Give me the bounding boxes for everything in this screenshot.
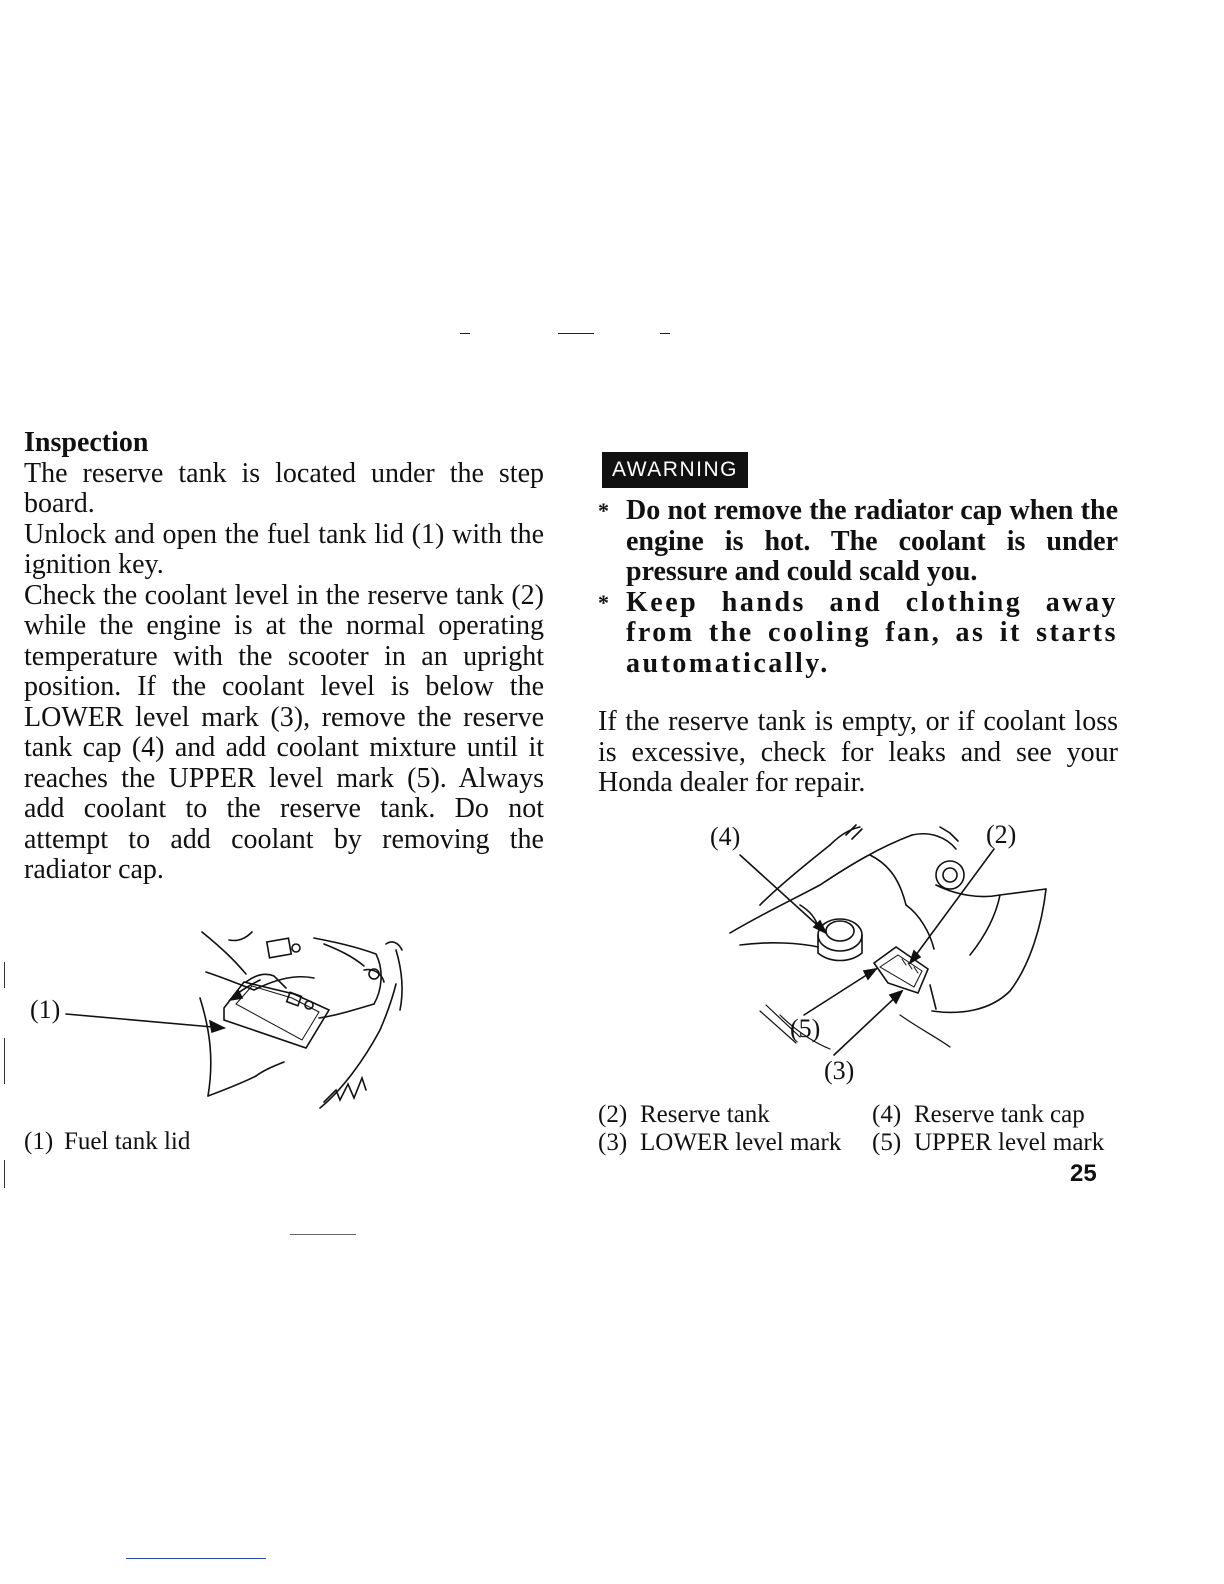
figure-callout-4: (4) xyxy=(710,822,741,851)
figure-1-caption-text: Fuel tank lid xyxy=(64,1128,191,1155)
warning-item-cooling-fan xyxy=(598,588,1118,680)
warning-badge: AWARNING xyxy=(602,452,748,488)
left-column xyxy=(24,428,544,886)
warning-list xyxy=(598,496,1118,679)
reserve-tank-figure xyxy=(700,815,1070,1095)
scan-mark xyxy=(558,333,594,334)
paragraph-reserve-empty: If the reserve tank is empty, or if coolant loss is excessive, check for leaks and see your Honda dealer for repair. xyxy=(598,706,1118,798)
scan-mark xyxy=(460,333,470,334)
fuel-tank-lid-figure xyxy=(24,920,424,1120)
figure-1-caption-num: (1) xyxy=(24,1128,54,1155)
paragraph-unlock: Unlock and open the fuel tank lid (1) with the ignition key. xyxy=(24,518,544,580)
scan-mark xyxy=(4,962,5,988)
scan-mark xyxy=(126,1558,266,1559)
caption-4-text: Reserve tank cap xyxy=(914,1101,1085,1128)
figure-callout-5: (5) xyxy=(790,1014,821,1043)
caption-3-text: LOWER level mark xyxy=(640,1129,842,1156)
asterisk-icon: * xyxy=(598,589,612,615)
page-number: 25 xyxy=(1070,1160,1097,1187)
caption-5-num: (5) xyxy=(872,1129,902,1156)
warning-text-radiator-cap: Do not remove the radiator cap when the engine is hot. The coolant is under pressure and could scald you. xyxy=(626,495,1118,587)
warning-text-cooling-fan: Keep hands and clothing away from the cooling fan, as it starts automatically. xyxy=(626,586,1118,679)
paragraph-check: Check the coolant level in the reserve tank (2) while the engine is at the normal operating temperature with the scooter in an upright position. If the coolant level is below the LOWER level mark (3), remove the reserve tank cap (4) and add coolant mixture until it reaches the UPPER level mark (5). Always add coolant to the reserve tank. Do not attempt to add coolant by removing the radiator cap. xyxy=(24,579,544,885)
scan-mark xyxy=(4,1038,5,1084)
caption-2-num: (2) xyxy=(598,1101,628,1128)
caption-5-text: UPPER level mark xyxy=(914,1129,1105,1156)
fuel-tank-lid-illustration xyxy=(24,920,424,1120)
scan-mark xyxy=(660,333,670,334)
warning-item-radiator-cap xyxy=(598,496,1118,588)
section-heading: Inspection xyxy=(24,427,149,458)
right-column xyxy=(598,452,1118,799)
caption-4-num: (4) xyxy=(872,1101,902,1128)
figure-callout-2: (2) xyxy=(986,820,1017,849)
caption-2-text: Reserve tank xyxy=(640,1101,770,1128)
reserve-tank-illustration xyxy=(700,815,1070,1095)
asterisk-icon: * xyxy=(598,498,609,523)
figure-callout-1: (1) xyxy=(30,995,61,1024)
caption-3-num: (3) xyxy=(598,1129,628,1156)
figure-callout-3: (3) xyxy=(824,1056,855,1085)
paragraph-location: The reserve tank is located under the step board. xyxy=(24,457,544,519)
scan-mark xyxy=(290,1234,356,1235)
scan-mark xyxy=(4,1160,5,1188)
